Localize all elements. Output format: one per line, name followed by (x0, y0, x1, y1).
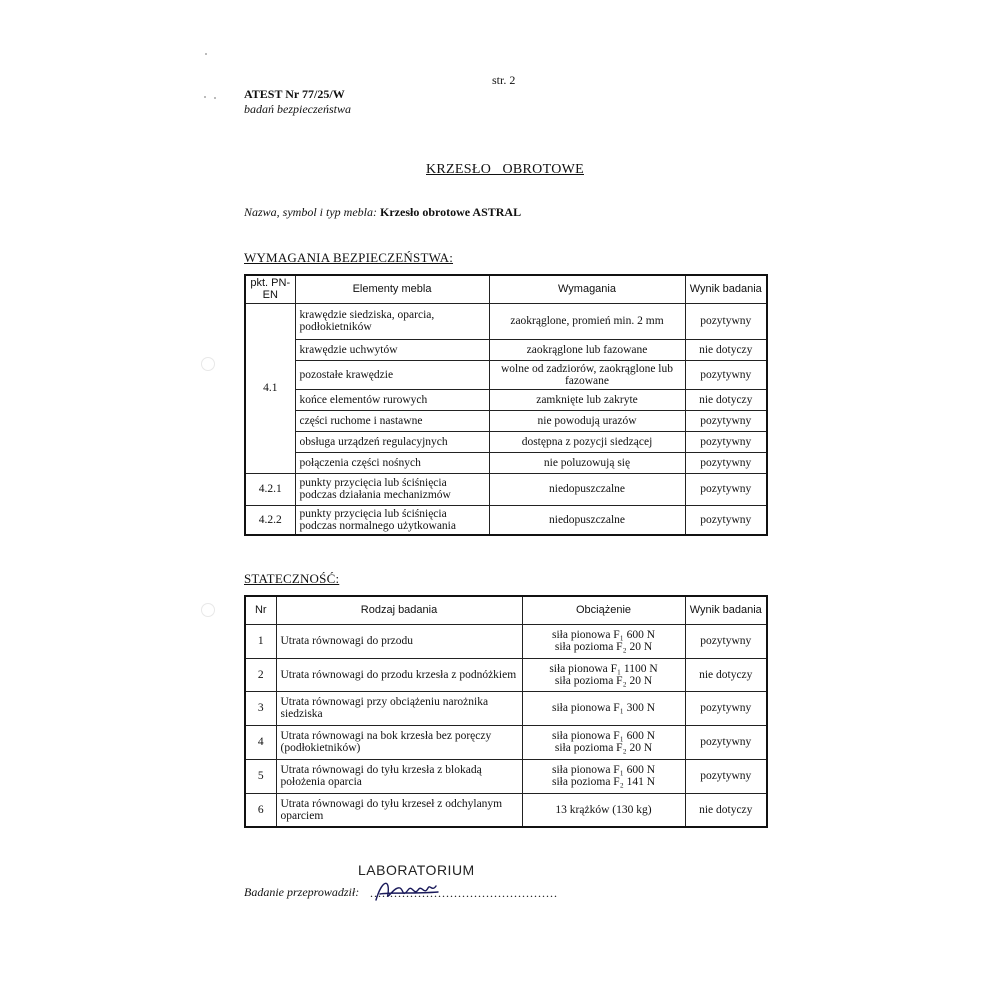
requirement-cell: niedopuszczalne (489, 473, 685, 505)
punch-hole (201, 357, 215, 371)
load-line: siła pozioma F₂ 20 N (554, 641, 653, 653)
column-header: Rodzaj badania (276, 596, 522, 624)
table-row (245, 431, 767, 452)
element-cell: części ruchome i nastawne (295, 410, 489, 431)
signature-line: ............................................... (370, 886, 558, 900)
load-line: siła pozioma F₂ 141 N (551, 776, 656, 788)
nr-cell: 3 (245, 691, 276, 725)
result-cell: nie dotyczy (685, 658, 767, 691)
load-cell (522, 725, 685, 759)
scan-speck (205, 53, 207, 55)
column-header: pkt. PN-EN (245, 275, 295, 303)
requirement-cell: dostępna z pozycji siedzącej (489, 431, 685, 452)
test-cell: Utrata równowagi przy obciążeniu narożnika siedziska (276, 691, 522, 725)
result-cell: pozytywny (685, 691, 767, 725)
performed-by-label: Badanie przeprowadził: (244, 885, 360, 899)
table-row (245, 473, 767, 505)
table-row (245, 691, 767, 725)
column-header: Obciążenie (522, 596, 685, 624)
requirement-cell: niedopuszczalne (489, 505, 685, 535)
furniture-name-label: Nazwa, symbol i typ mebla: (244, 205, 377, 219)
result-cell: pozytywny (685, 360, 767, 389)
element-cell: połączenia części nośnych (295, 452, 489, 473)
nr-cell: 5 (245, 759, 276, 793)
load-line: siła pionowa F₁ 300 N (551, 702, 656, 714)
result-cell: pozytywny (685, 303, 767, 339)
result-cell: pozytywny (685, 410, 767, 431)
test-cell: Utrata równowagi na bok krzesła bez poręczy (podłokietników) (276, 725, 522, 759)
result-cell: pozytywny (685, 452, 767, 473)
result-cell: pozytywny (685, 759, 767, 793)
nr-cell: 1 (245, 624, 276, 658)
result-cell: nie dotyczy (685, 339, 767, 360)
table-row (245, 759, 767, 793)
table-row (245, 505, 767, 535)
result-cell: pozytywny (685, 431, 767, 452)
table-row (245, 360, 767, 389)
load-line: siła pionowa F₁ 600 N (551, 629, 656, 641)
requirement-cell: nie powodują urazów (489, 410, 685, 431)
test-cell: Utrata równowagi do tyłu krzeseł z odchylanym oparciem (276, 793, 522, 827)
safety-requirements-heading: WYMAGANIA BEZPIECZEŃSTWA: (244, 250, 454, 265)
column-header: Wynik badania (685, 596, 767, 624)
certificate-number: ATEST Nr 77/25/W (244, 87, 345, 101)
load-line: siła pionowa F₁ 600 N (551, 764, 656, 776)
table-row (245, 303, 767, 339)
load-line: 13 krążków (130 kg) (555, 803, 652, 816)
test-cell: Utrata równowagi do przodu krzesła z podnóżkiem (276, 658, 522, 691)
furniture-name-value: Krzesło obrotowe ASTRAL (380, 205, 522, 219)
nr-cell: 4 (245, 725, 276, 759)
table-row (245, 793, 767, 827)
requirement-cell: zaokrąglone lub fazowane (489, 339, 685, 360)
certificate-subtitle: badań bezpieczeństwa (244, 102, 351, 116)
test-cell: Utrata równowagi do przodu (276, 624, 522, 658)
furniture-name-line (244, 205, 521, 220)
point-cell: 4.2.2 (245, 505, 295, 535)
result-cell: pozytywny (685, 725, 767, 759)
table-row (245, 725, 767, 759)
scan-speck (214, 97, 216, 99)
requirement-cell: zamknięte lub zakryte (489, 389, 685, 410)
table-row (245, 624, 767, 658)
handwritten-signature (372, 872, 442, 908)
load-line: siła pionowa F₁ 1100 N (549, 662, 658, 675)
stability-heading: STATECZNOŚĆ: (244, 571, 340, 586)
stability-table (244, 595, 768, 828)
requirement-cell: nie poluzowują się (489, 452, 685, 473)
point-cell: 4.2.1 (245, 473, 295, 505)
column-header: Wymagania (489, 275, 685, 303)
load-cell (522, 624, 685, 658)
element-cell: pozostałe krawędzie (295, 360, 489, 389)
element-cell: punkty przycięcia lub ściśnięcia podczas działania mechanizmów (295, 473, 489, 505)
requirement-cell: wolne od zadziorów, zaokrąglone lub fazowane (489, 360, 685, 389)
table-row (245, 658, 767, 691)
laboratory-stamp: LABORATORIUM (358, 862, 475, 878)
load-line: siła pozioma F₂ 20 N (554, 674, 653, 687)
page-number: str. 2 (492, 73, 516, 87)
nr-cell: 6 (245, 793, 276, 827)
element-cell: końce elementów rurowych (295, 389, 489, 410)
point-cell: 4.1 (245, 303, 295, 473)
table-row (245, 410, 767, 431)
safety-requirements-table (244, 274, 768, 536)
load-cell (522, 691, 685, 725)
result-cell: nie dotyczy (685, 389, 767, 410)
result-cell: pozytywny (685, 624, 767, 658)
table-row (245, 452, 767, 473)
column-header: Wynik badania (685, 275, 767, 303)
scan-speck (204, 96, 206, 98)
element-cell: krawędzie siedziska, oparcia, podłokietników (295, 303, 489, 339)
column-header: Elementy mebla (295, 275, 489, 303)
punch-hole (201, 603, 215, 617)
test-cell: Utrata równowagi do tyłu krzesła z blokadą położenia oparcia (276, 759, 522, 793)
requirement-cell: zaokrąglone, promień min. 2 mm (489, 303, 685, 339)
element-cell: krawędzie uchwytów (295, 339, 489, 360)
load-cell (522, 793, 685, 827)
load-line: siła pionowa F₁ 600 N (551, 730, 656, 742)
table-row (245, 389, 767, 410)
element-cell: obsługa urządzeń regulacyjnych (295, 431, 489, 452)
column-header: Nr (245, 596, 276, 624)
nr-cell: 2 (245, 658, 276, 691)
result-cell: pozytywny (685, 505, 767, 535)
result-cell: pozytywny (685, 473, 767, 505)
load-cell (522, 759, 685, 793)
table-row (245, 339, 767, 360)
load-line: siła pozioma F₂ 20 N (554, 742, 653, 754)
result-cell: nie dotyczy (685, 793, 767, 827)
document-title: KRZESŁO OBROTOWE (426, 162, 584, 177)
load-cell (522, 658, 685, 691)
element-cell: punkty przycięcia lub ściśnięcia podczas normalnego użytkowania (295, 505, 489, 535)
